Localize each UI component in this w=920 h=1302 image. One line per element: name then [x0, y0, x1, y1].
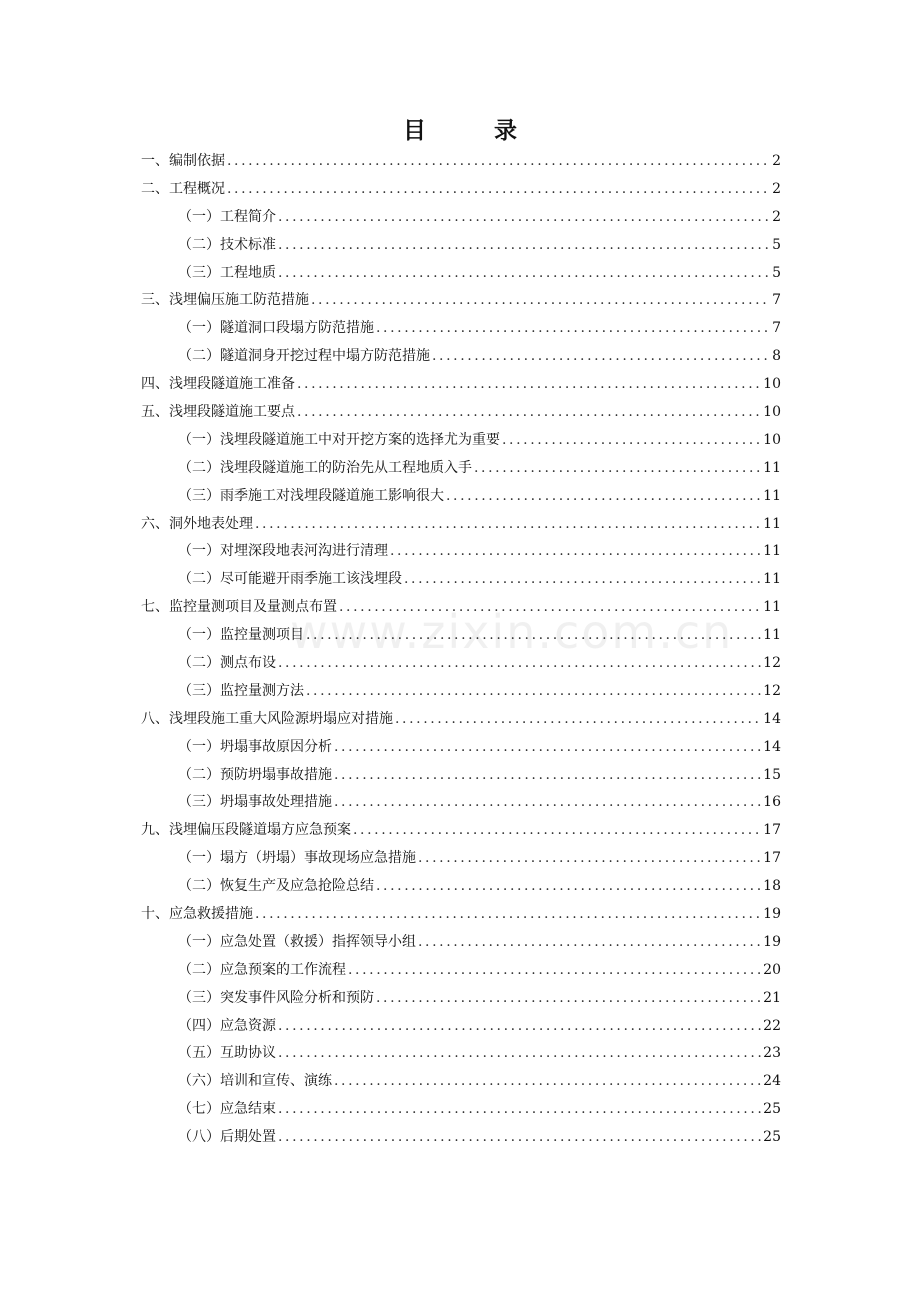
toc-entry[interactable]	[141, 175, 781, 203]
toc-entry-page-number: 20	[763, 961, 781, 978]
toc-entry[interactable]	[141, 370, 781, 398]
toc-entry[interactable]	[141, 286, 781, 314]
toc-dot-leader	[278, 1100, 761, 1118]
toc-entry[interactable]	[141, 1012, 781, 1040]
toc-entry-label: （二）恢复生产及应急抢险总结	[178, 878, 374, 895]
toc-entry-page-number: 25	[763, 1101, 781, 1118]
toc-entry-label: （一）对埋深段地表河沟进行清理	[178, 543, 388, 560]
toc-entry-page-number: 16	[763, 794, 781, 811]
toc-entry-label: （一）应急处置（救援）指挥领导小组	[178, 933, 416, 950]
toc-dot-leader	[395, 710, 761, 728]
page-title: 目 录	[402, 118, 547, 144]
toc-entry-page-number: 25	[763, 1129, 781, 1146]
toc-entry[interactable]	[141, 510, 781, 538]
toc-dot-leader	[278, 1044, 761, 1062]
toc-dot-leader	[278, 1128, 761, 1146]
toc-entry[interactable]	[141, 984, 781, 1012]
toc-dot-leader	[227, 180, 770, 198]
toc-entry[interactable]	[141, 231, 781, 259]
toc-entry-page-number: 12	[763, 654, 781, 671]
toc-entry-page-number: 5	[772, 264, 781, 281]
toc-entry-label: 一、编制依据	[141, 152, 225, 169]
toc-entry-page-number: 23	[763, 1045, 781, 1062]
toc-entry-label: （三）雨季施工对浅埋段隧道施工影响很大	[178, 487, 444, 504]
toc-entry[interactable]	[141, 788, 781, 816]
toc-entry-label: （三）突发事件风险分析和预防	[178, 989, 374, 1006]
toc-dot-leader	[353, 821, 761, 839]
toc-entry-page-number: 14	[763, 738, 781, 755]
toc-entry-label: 八、浅埋段施工重大风险源坍塌应对措施	[141, 710, 393, 727]
toc-entry-label: （一）隧道洞口段塌方防范措施	[178, 320, 374, 337]
toc-entry-label: （二）测点布设	[178, 654, 276, 671]
toc-entry-page-number: 7	[772, 292, 781, 309]
toc-dot-leader	[306, 626, 761, 644]
toc-entry[interactable]	[141, 426, 781, 454]
toc-entry[interactable]	[141, 1040, 781, 1068]
toc-entry[interactable]	[141, 621, 781, 649]
toc-entry-label: 四、浅埋段隧道施工准备	[141, 376, 295, 393]
toc-entry[interactable]	[141, 593, 781, 621]
toc-dot-leader	[334, 1072, 761, 1090]
toc-entry-label: （八）后期处置	[178, 1129, 276, 1146]
watermark: www.zixin.com.cn	[290, 605, 734, 659]
toc-entry[interactable]	[141, 956, 781, 984]
toc-dot-leader	[278, 236, 770, 254]
toc-dot-leader	[227, 152, 770, 170]
toc-entry-page-number: 2	[772, 152, 781, 169]
toc-entry[interactable]	[141, 1123, 781, 1151]
table-of-contents	[141, 147, 781, 1151]
toc-entry[interactable]	[141, 733, 781, 761]
toc-entry-label: 五、浅埋段隧道施工要点	[141, 403, 295, 420]
toc-entry-page-number: 10	[763, 376, 781, 393]
toc-entry[interactable]	[141, 203, 781, 231]
toc-dot-leader	[334, 766, 761, 784]
toc-entry[interactable]	[141, 259, 781, 287]
toc-entry[interactable]	[141, 454, 781, 482]
toc-dot-leader	[376, 319, 770, 337]
toc-entry[interactable]	[141, 537, 781, 565]
toc-entry-page-number: 5	[772, 236, 781, 253]
toc-dot-leader	[297, 403, 761, 421]
toc-entry-label: （一）监控量测项目	[178, 627, 304, 644]
toc-dot-leader	[278, 208, 770, 226]
toc-entry-page-number: 21	[763, 989, 781, 1006]
toc-dot-leader	[278, 654, 761, 672]
toc-entry-page-number: 24	[763, 1073, 781, 1090]
toc-entry-label: 九、浅埋偏压段隧道塌方应急预案	[141, 822, 351, 839]
toc-dot-leader	[432, 347, 770, 365]
toc-dot-leader	[348, 961, 761, 979]
toc-entry-label: （六）培训和宣传、演练	[178, 1073, 332, 1090]
toc-entry-label: （二）尽可能避开雨季施工该浅埋段	[178, 571, 402, 588]
toc-entry-page-number: 17	[763, 822, 781, 839]
toc-entry[interactable]	[141, 900, 781, 928]
toc-entry-label: （二）技术标准	[178, 236, 276, 253]
toc-entry-label: 六、洞外地表处理	[141, 515, 253, 532]
toc-entry-page-number: 2	[772, 208, 781, 225]
toc-dot-leader	[297, 375, 761, 393]
toc-entry-page-number: 11	[763, 571, 781, 588]
toc-entry[interactable]	[141, 1067, 781, 1095]
toc-entry[interactable]	[141, 761, 781, 789]
toc-entry-label: （二）浅埋段隧道施工的防治先从工程地质入手	[178, 459, 472, 476]
toc-dot-leader	[334, 793, 761, 811]
toc-entry-label: 十、应急救援措施	[141, 905, 253, 922]
toc-entry-page-number: 12	[763, 682, 781, 699]
toc-entry[interactable]	[141, 677, 781, 705]
toc-entry-label: （一）坍塌事故原因分析	[178, 738, 332, 755]
toc-entry-page-number: 11	[763, 599, 781, 616]
toc-entry-label: （三）坍塌事故处理措施	[178, 794, 332, 811]
toc-entry-label: （三）工程地质	[178, 264, 276, 281]
toc-entry-page-number: 2	[772, 180, 781, 197]
toc-entry-page-number: 15	[763, 766, 781, 783]
toc-dot-leader	[418, 849, 761, 867]
toc-entry[interactable]	[141, 844, 781, 872]
toc-entry-label: （四）应急资源	[178, 1017, 276, 1034]
toc-entry-label: （一）塌方（坍塌）事故现场应急措施	[178, 850, 416, 867]
toc-entry-label: （一）浅埋段隧道施工中对开挖方案的选择尤为重要	[178, 431, 500, 448]
toc-entry-page-number: 19	[763, 933, 781, 950]
toc-entry[interactable]	[141, 705, 781, 733]
toc-entry-label: （二）应急预案的工作流程	[178, 961, 346, 978]
toc-entry-label: （二）隧道洞身开挖过程中塌方防范措施	[178, 348, 430, 365]
toc-entry[interactable]	[141, 482, 781, 510]
toc-entry-label: （一）工程简介	[178, 208, 276, 225]
toc-dot-leader	[376, 989, 761, 1007]
toc-entry[interactable]	[141, 1095, 781, 1123]
toc-entry-label: （五）互助协议	[178, 1045, 276, 1062]
toc-entry[interactable]	[141, 147, 781, 175]
toc-entry[interactable]	[141, 314, 781, 342]
toc-entry-page-number: 8	[772, 348, 781, 365]
toc-dot-leader	[255, 515, 761, 533]
toc-dot-leader	[311, 291, 770, 309]
toc-entry-page-number: 11	[763, 487, 781, 504]
toc-entry-page-number: 14	[763, 710, 781, 727]
toc-entry-label: （七）应急结束	[178, 1101, 276, 1118]
toc-dot-leader	[474, 459, 761, 477]
toc-entry-label: （三）监控量测方法	[178, 682, 304, 699]
toc-dot-leader	[418, 933, 761, 951]
toc-entry-label: （二）预防坍塌事故措施	[178, 766, 332, 783]
toc-dot-leader	[278, 1017, 761, 1035]
toc-dot-leader	[446, 487, 761, 505]
toc-dot-leader	[306, 682, 761, 700]
toc-entry[interactable]	[141, 872, 781, 900]
toc-dot-leader	[376, 877, 761, 895]
toc-dot-leader	[390, 542, 761, 560]
toc-dot-leader	[404, 570, 761, 588]
toc-entry-label: 三、浅埋偏压施工防范措施	[141, 292, 309, 309]
toc-entry-page-number: 18	[763, 878, 781, 895]
toc-entry-label: 七、监控量测项目及量测点布置	[141, 599, 337, 616]
toc-entry-page-number: 10	[763, 403, 781, 420]
toc-dot-leader	[502, 431, 761, 449]
toc-entry-page-number: 19	[763, 905, 781, 922]
toc-entry-page-number: 17	[763, 850, 781, 867]
toc-entry-page-number: 22	[763, 1017, 781, 1034]
toc-entry-label: 二、工程概况	[141, 180, 225, 197]
toc-entry-page-number: 7	[772, 320, 781, 337]
toc-entry[interactable]	[141, 342, 781, 370]
toc-entry[interactable]	[141, 649, 781, 677]
toc-entry[interactable]	[141, 928, 781, 956]
toc-entry-page-number: 11	[763, 627, 781, 644]
toc-dot-leader	[278, 264, 770, 282]
toc-entry[interactable]	[141, 398, 781, 426]
toc-entry[interactable]	[141, 816, 781, 844]
toc-entry-page-number: 11	[763, 543, 781, 560]
toc-entry[interactable]	[141, 565, 781, 593]
toc-entry-page-number: 10	[763, 431, 781, 448]
toc-dot-leader	[339, 598, 761, 616]
toc-dot-leader	[255, 905, 761, 923]
toc-entry-page-number: 11	[763, 515, 781, 532]
toc-dot-leader	[334, 738, 761, 756]
toc-entry-page-number: 11	[763, 459, 781, 476]
